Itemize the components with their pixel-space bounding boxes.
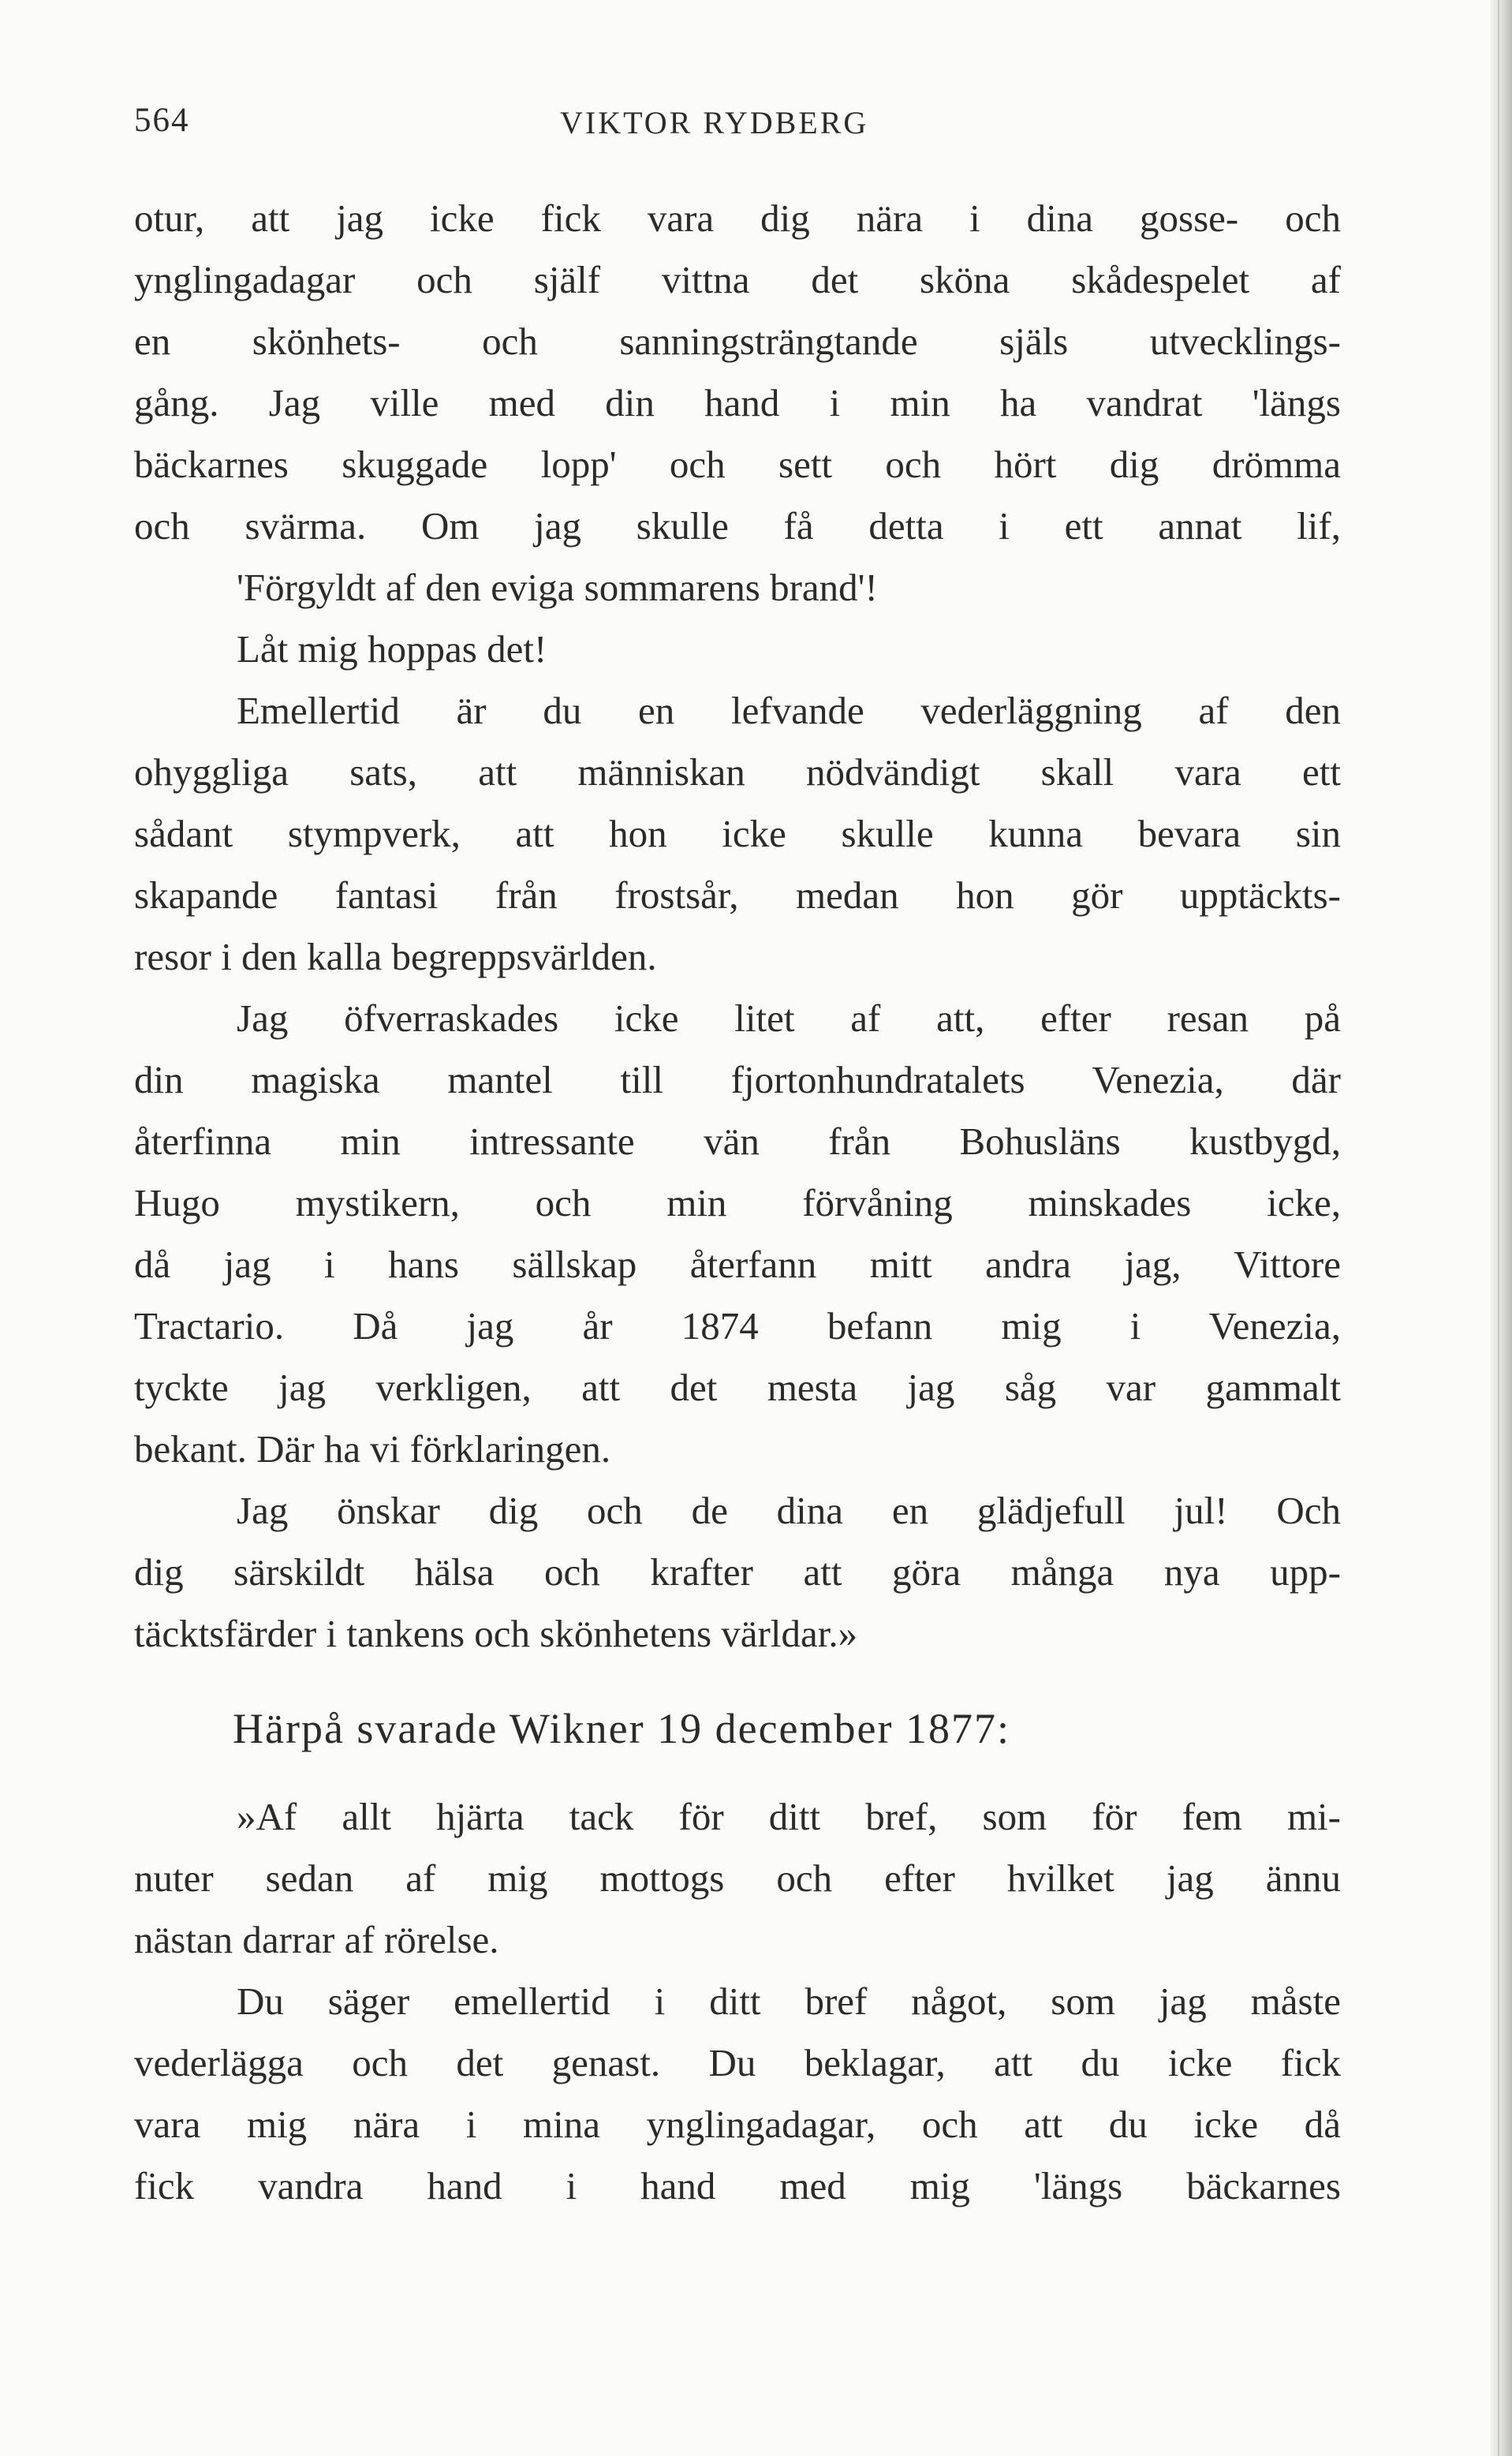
body-text bbox=[134, 188, 1341, 1665]
text-line: dig särskildt hälsa och krafter att göra många nya upp- bbox=[134, 1550, 1341, 1594]
text-line: bekant. Där ha vi förklaringen. bbox=[134, 1427, 611, 1471]
text-line: Låt mig hoppas det! bbox=[237, 627, 547, 671]
text-line: fick vandra hand i hand med mig 'längs bäckarnes bbox=[134, 2164, 1341, 2207]
paragraph-start: Du säger emellertid i ditt bref något, som jag måste bbox=[237, 1979, 1341, 2023]
text-line: otur, att jag icke fick vara dig nära i dina gosse- och bbox=[134, 196, 1341, 240]
text-line: skapande fantasi från frostsår, medan hon gör upptäckts- bbox=[134, 873, 1341, 917]
text-line: gång. Jag ville med din hand i min ha vandrat 'längs bbox=[134, 381, 1341, 424]
text-line: en skönhets- och sanningsträngtande själs utvecklings- bbox=[134, 320, 1341, 363]
text-line: tyckte jag verkligen, att det mesta jag såg var gammalt bbox=[134, 1366, 1341, 1409]
text-line: sådant stympverk, att hon icke skulle kunna bevara sin bbox=[134, 812, 1341, 855]
text-line: då jag i hans sällskap återfann mitt andra jag, Vittore bbox=[134, 1243, 1341, 1286]
text-line: vederlägga och det genast. Du beklagar, att du icke fick bbox=[134, 2041, 1341, 2084]
running-title: VIKTOR RYDBERG bbox=[560, 105, 869, 140]
text-line: ynglingadagar och själf vittna det sköna skådespelet af bbox=[134, 258, 1341, 301]
paragraph-start: »Af allt hjärta tack för ditt bref, som för fem mi- bbox=[237, 1795, 1341, 1838]
text-line: Hugo mystikern, och min förvåning minskades icke, bbox=[134, 1181, 1341, 1224]
text-line: din magiska mantel till fjortonhundratalets Venezia, där bbox=[134, 1058, 1341, 1101]
quoted-verse-line: 'Förgyldt af den eviga sommarens brand'! bbox=[237, 566, 878, 609]
text-line: nuter sedan af mig mottogs och efter hvilket jag ännu bbox=[134, 1856, 1341, 1900]
page-edge bbox=[1490, 0, 1512, 2456]
letter-text bbox=[134, 1786, 1341, 2217]
text-line: Tractario. Då jag år 1874 befann mig i Venezia, bbox=[134, 1304, 1341, 1348]
text-line: resor i den kalla begreppsvärlden. bbox=[134, 935, 657, 978]
paragraph-start: Jag önskar dig och de dina en glädjefull jul! Och bbox=[237, 1489, 1341, 1532]
text-line: nästan darrar af rörelse. bbox=[134, 1918, 499, 1961]
paragraph-start: Jag öfverraskades icke litet af att, efter resan på bbox=[237, 996, 1341, 1040]
paragraph-start: Emellertid är du en lefvande vederläggning af den bbox=[237, 689, 1341, 732]
text-line: återfinna min intressante vän från Bohusläns kustbygd, bbox=[134, 1120, 1341, 1163]
running-header bbox=[134, 101, 1341, 148]
text-line: vara mig nära i mina ynglingadagar, och att du icke då bbox=[134, 2103, 1341, 2146]
text-line: ohyggliga sats, att människan nödvändigt skall vara ett bbox=[134, 750, 1341, 794]
text-line: bäckarnes skuggade lopp' och sett och hört dig drömma bbox=[134, 443, 1341, 486]
page-number: 564 bbox=[134, 102, 190, 139]
text-line: och svärma. Om jag skulle få detta i ett annat lif, bbox=[134, 504, 1341, 548]
text-line: täcktsfärder i tankens och skönhetens världar.» bbox=[134, 1612, 858, 1655]
section-heading: Härpå svarade Wikner 19 december 1877: bbox=[233, 1705, 1010, 1752]
